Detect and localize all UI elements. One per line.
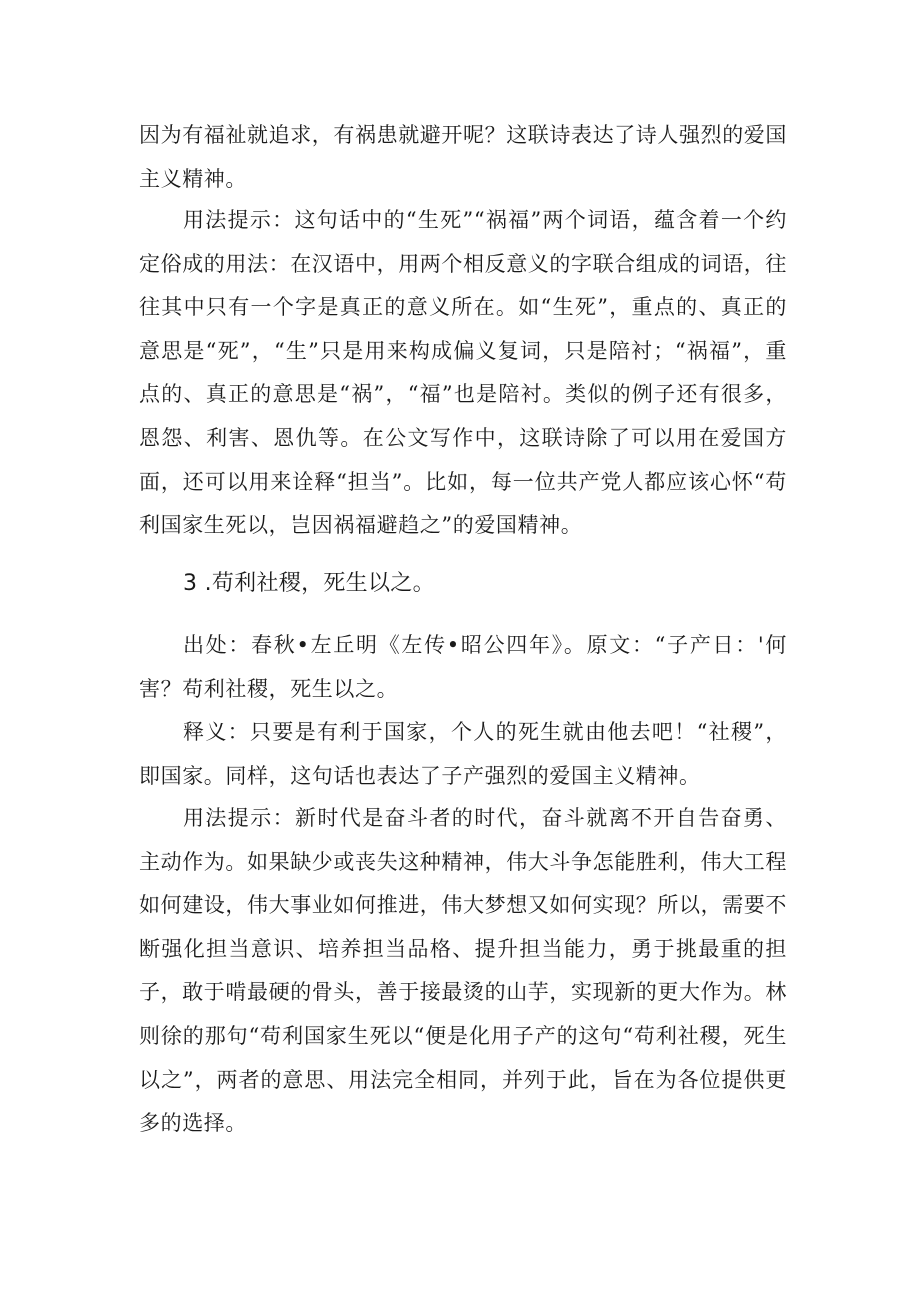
paragraph-usage-tip-2: 用法提示：新时代是奋斗者的时代，奋斗就离不开自告奋勇、主动作为。如果缺少或丧失这种精神，伟大斗争怎能胜利，伟大工程如何建设，伟大事业如何推进，伟大梦想又如何实现？所以，需要不断强化担当意识、培养担当品格、提升担当能力，勇于挑最重的担子，敢于啃最硬的骨头，善于接最烫的山芋，实现新的更大作为。林则徐的那句“苟利国家生死以“便是化用子产的这句“苟利社稷，死生以之”，两者的意思、用法完全相同，并列于此，旨在为各位提供更多的选择。 [139,806,787,1136]
paragraph-continuation: 因为有福祉就追求，有祸患就避开呢？这联诗表达了诗人强烈的爱国主义精神。 [139,123,787,191]
paragraph-source: 出处：春秋•左丘明《左传•昭公四年》。原文：“子产日：'何害？苟利社稷，死生以之。 [139,633,787,701]
section-heading: 3 .苟利社稷，死生以之。 [183,571,435,596]
paragraph-meaning: 释义：只要是有利于国家，个人的死生就由他去吧！“社稷”，即国家。同样，这句话也表达了子产强烈的爱国主义精神。 [139,720,787,788]
paragraph-usage-tip: 用法提示：这句话中的“生死”“祸福”两个词语，蕴含着一个约定俗成的用法：在汉语中，用两个相反意义的字联合组成的词语，往往其中只有一个字是真正的意义所在。如“生死”，重点的、真正的意思是“死”，“生”只是用来构成偏义复词，只是陪衬；“祸福”，重点的、真正的意思是“祸”，“福”也是陪衬。类似的例子还有很多，恩怨、利害、恩仇等。在公文写作中，这联诗除了可以用在爱国方面，还可以用来诠释“担当”。比如，每一位共产党人都应该心怀“苟利国家生死以，岂因祸福避趋之”的爱国精神。 [139,208,787,538]
